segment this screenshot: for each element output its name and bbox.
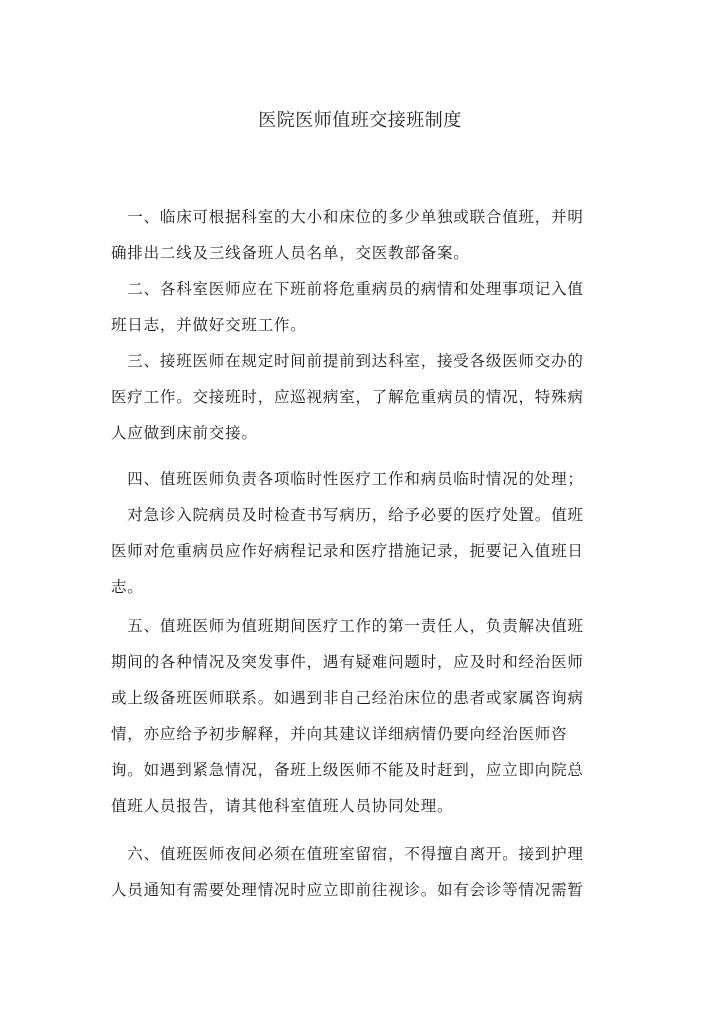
paragraph-line: 医师对危重病员应作好病程记录和医疗措施记录，扼要记入值班日 (111, 542, 584, 560)
paragraph-4 (111, 461, 603, 605)
paragraph-line: 人应做到床前交接。 (111, 424, 258, 442)
paragraph-line: 四、值班医师负责各项临时性医疗工作和病员临时情况的处理； (111, 470, 584, 488)
paragraph-line: 志。 (111, 578, 144, 596)
paragraph-line: 询。如遇到紧急情况，备班上级医师不能及时赶到，应立即向院总 (111, 761, 584, 779)
paragraph-line: 情，亦应给予初步解释，并向其建议详细病情仍要向经治医师咨 (111, 725, 568, 743)
paragraph-line: 期间的各种情况及突发事件，遇有疑难问题时，应及时和经治医师 (111, 653, 584, 671)
document-title: 医院医师值班交接班制度 (258, 110, 462, 131)
paragraph-line: 确排出二线及三线备班人员名单，交医教部备案。 (111, 244, 470, 262)
paragraph-line: 医疗工作。交接班时，应巡视病室，了解危重病员的情况，特殊病 (111, 388, 584, 406)
paragraph-line: 值班人员报告，请其他科室值班人员协同处理。 (111, 797, 454, 815)
paragraph-3 (111, 343, 603, 451)
paragraph-line: 一、临床可根据科室的大小和床位的多少单独或联合值班，并明 (111, 208, 584, 226)
paragraph-line: 对急诊入院病员及时检查书写病历，给予必要的医疗处置。值班 (111, 506, 584, 524)
paragraph-2 (111, 271, 603, 343)
paragraph-6 (111, 836, 603, 908)
paragraph-line: 二、各科室医师应在下班前将危重病员的病情和处理事项记入值 (111, 280, 584, 298)
paragraph-line: 班日志，并做好交班工作。 (111, 316, 307, 334)
paragraph-line: 六、值班医师夜间必须在值班室留宿，不得擅自离开。接到护理 (111, 845, 584, 863)
paragraph-line: 三、接班医师在规定时间前提前到达科室，接受各级医师交办的 (111, 352, 584, 370)
paragraph-line: 人员通知有需要处理情况时应立即前往视诊。如有会诊等情况需暂 (111, 881, 584, 899)
paragraph-5 (111, 608, 603, 824)
paragraph-1 (111, 199, 603, 271)
paragraph-line: 或上级备班医师联系。如遇到非自己经治床位的患者或家属咨询病 (111, 689, 584, 707)
paragraph-line: 五、值班医师为值班期间医疗工作的第一责任人，负责解决值班 (111, 617, 584, 635)
